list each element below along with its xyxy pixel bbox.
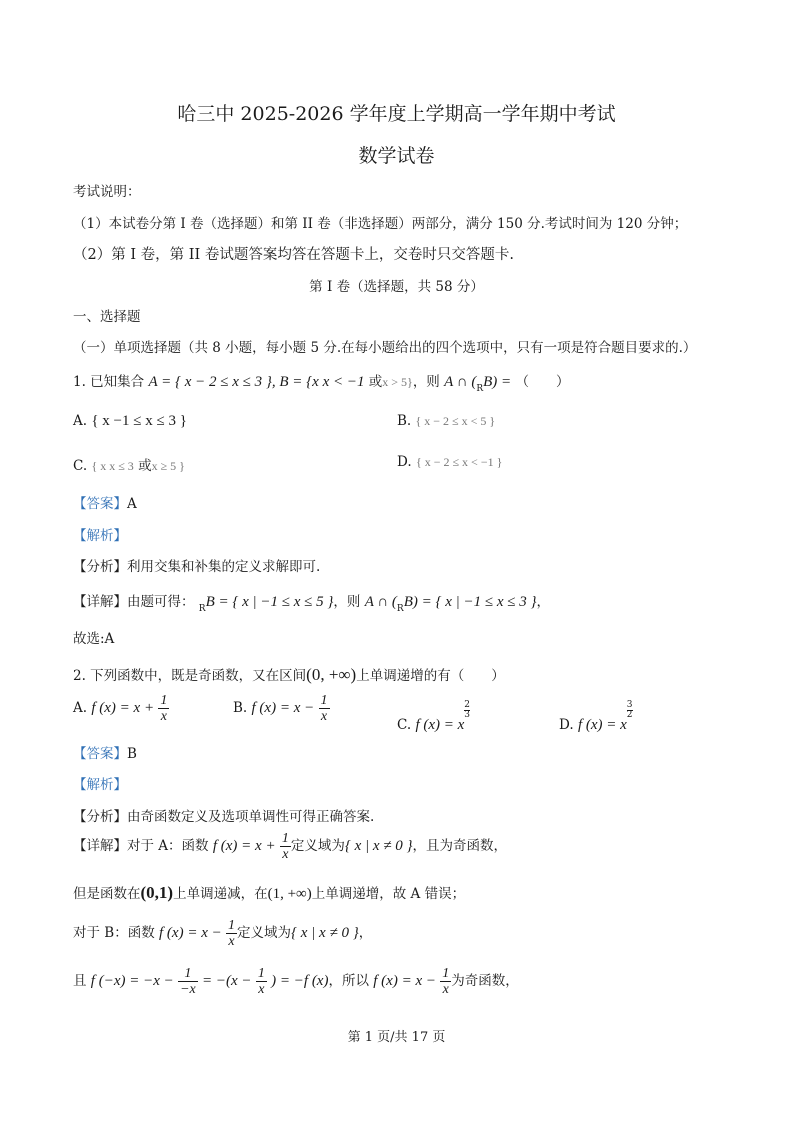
q2-d4-expr-4: f (x) = x − [373, 973, 436, 989]
q2-option-a-label: A. [73, 700, 88, 716]
q2-d1-frac [280, 831, 291, 862]
q2-option-b-frac-den: x [320, 709, 328, 724]
q1-option-a [73, 413, 187, 430]
q1-option-a-label: A. [73, 413, 88, 429]
section-title: 第 I 卷（选择题，共 58 分） [309, 279, 484, 295]
q1-set-b: , B = {x x < −1 [271, 374, 365, 390]
q1-detail-end: ， [536, 594, 551, 610]
instructions-item-2: （2）第 I 卷，第 II 卷试题答案均答在答题卡上，交卷时只交答题卡. [73, 247, 514, 263]
q2-d4-mid: ，所以 [328, 973, 369, 989]
q2-d4-frac-2-den: x [258, 982, 265, 997]
q2-d4-end: 为奇函数， [451, 973, 519, 989]
section-part: 一、选择题 [73, 309, 141, 325]
q2-option-a [73, 693, 169, 724]
q2-fenxi-tag: 【分析】 [73, 809, 127, 825]
q2-answer-value: B [127, 746, 137, 762]
q2-d4-frac-3 [440, 966, 451, 997]
q2-interval: (0, +∞) [306, 665, 357, 684]
q2-option-a-frac [158, 693, 169, 724]
q2-option-c [397, 701, 470, 734]
q1-detail-sub-2: R [396, 604, 404, 614]
q2-d2-end: 上单调递增，故 A 错误； [311, 886, 466, 902]
instructions-item-1: （1）本试卷分第 I 卷（选择题）和第 II 卷（非选择题）两部分，满分 150 分.考试时间为 120 分钟； [73, 216, 688, 232]
q1-fenxi-tag: 【分析】 [73, 559, 127, 575]
exam-title: 哈三中 2025-2026 学年度上学期高一学年期中考试 [177, 103, 616, 125]
q1-stem [73, 370, 569, 394]
q2-detail-tag: 【详解】 [73, 838, 127, 854]
q2-answer [73, 742, 137, 762]
q2-d2-prefix: 但是函数在 [73, 886, 141, 902]
q1-fenxi [73, 555, 320, 575]
q1-option-d-text: { x − 2 ≤ x < −1 } [415, 455, 503, 469]
q2-d4-frac-2-num: 1 [257, 966, 265, 981]
instructions-heading: 考试说明： [73, 184, 141, 200]
q2-d4-expr-2: = −(x − [202, 973, 252, 989]
q1-option-d-label: D. [397, 454, 412, 470]
q2-option-b-label: B. [233, 700, 248, 716]
section-sub: （一）单项选择题（共 8 小题，每小题 5 分.在每小题给出的四个选项中，只有一项是符合题目要求的.） [73, 340, 697, 356]
q2-analysis-tag: 【解析】 [73, 777, 127, 793]
q2-detail-line-4 [73, 966, 519, 997]
q2-d4-prefix: 且 [73, 973, 87, 989]
q2-option-d [559, 701, 633, 734]
q2-option-b-frac [319, 693, 330, 724]
q2-d3-prefix: 对于 B：函数 [73, 925, 155, 941]
q2-option-b [233, 693, 330, 724]
q1-conclusion: 故选:A [73, 631, 115, 647]
q2-option-c-exp-den: 3 [464, 710, 471, 720]
q2-option-b-frac-num: 1 [320, 693, 328, 708]
q2-detail-line-3 [73, 918, 372, 949]
q1-detail-expr-1: B = { x | −1 ≤ x ≤ 5 } [205, 594, 334, 610]
q1-detail-expr-2a: A ∩ ( [364, 594, 397, 610]
q2-d1-domain: { x | x ≠ 0 } [344, 838, 413, 854]
q1-fenxi-text: 利用交集和补集的定义求解即可. [127, 559, 321, 575]
exam-subtitle: 数学试卷 [358, 145, 435, 167]
q1-stem-prefix: 1. 已知集合 [73, 374, 145, 390]
q2-d1-mid: 定义域为 [290, 838, 345, 854]
q1-analysis-tag: 【解析】 [73, 528, 127, 544]
q2-stem-suffix: 上单调递增的有（ ） [356, 668, 505, 684]
q2-option-d-exp [627, 701, 633, 720]
q1-option-b-text: { x − 2 ≤ x < 5 } [415, 414, 496, 428]
q2-stem-prefix: 2. 下列函数中，既是奇函数，又在区间 [73, 668, 307, 684]
q1-detail-expr-2b: B) = { x | −1 ≤ x ≤ 3 } [403, 594, 537, 610]
q1-answer [73, 492, 137, 512]
q2-d3-mid: 定义域为 [237, 925, 292, 941]
q1-detail-mid: ，则 [333, 594, 361, 610]
q1-paren: （ ） [515, 374, 570, 390]
q2-d4-frac-1 [178, 966, 198, 997]
q2-option-c-exp [464, 701, 470, 720]
q2-fenxi-text: 由奇函数定义及选项单调性可得正确答案. [127, 809, 375, 825]
q1-option-c [73, 454, 185, 474]
q2-option-d-exp-num: 3 [626, 700, 633, 710]
q1-option-c-text-a: { x x ≤ 3 [91, 459, 134, 473]
q2-option-a-frac-num: 1 [160, 693, 168, 708]
q2-detail-line-2 [73, 882, 465, 903]
q1-set-b-tail: x > 5} [382, 375, 413, 389]
q2-answer-tag: 【答案】 [73, 746, 127, 762]
q1-option-d [397, 454, 502, 470]
q2-d4-frac-1-num: 1 [178, 966, 198, 982]
q2-option-a-lhs: f (x) = x + [91, 700, 155, 716]
q2-d1-frac-num: 1 [281, 831, 289, 846]
q2-detail-line-1 [73, 831, 507, 862]
q1-ask-tail: B) = [483, 374, 512, 390]
q1-set-a: A = { x − 2 ≤ x ≤ 3 } [148, 374, 272, 390]
q2-stem [73, 664, 505, 685]
q1-answer-value: A [127, 496, 137, 512]
page-footer: 第 1 页/共 17 页 [347, 1030, 446, 1045]
q2-d4-frac-3-den: x [442, 982, 449, 997]
q1-detail-sub: R [198, 604, 206, 614]
q2-d2-interval-2: (1, +∞) [267, 886, 312, 902]
q1-option-b [397, 413, 495, 429]
q2-d2-interval-1: (0,1) [140, 883, 174, 902]
q1-option-c-text-b: x ≥ 5 } [151, 459, 185, 473]
q2-d3-frac-num: 1 [228, 918, 236, 933]
q1-ask-prefix: ，则 [412, 374, 440, 390]
q2-d3-domain: { x | x ≠ 0 } [291, 925, 359, 941]
q2-d2-mid: 上单调递减，在 [173, 886, 268, 902]
q2-d1-prefix: 对于 A：函数 [127, 838, 209, 854]
q1-ask-expr: A ∩ ( [444, 374, 477, 390]
q2-d1-expr: f (x) = x + [212, 838, 276, 854]
q1-option-c-label: C. [73, 458, 88, 474]
q2-d4-frac-1-den: −x [180, 982, 196, 997]
q2-option-c-label: C. [397, 717, 412, 733]
q2-option-d-exp-den: 2 [626, 710, 633, 720]
q1-ask-sub: R [476, 384, 484, 394]
q2-fenxi [73, 805, 374, 825]
q2-option-b-lhs: f (x) = x − [251, 700, 315, 716]
q1-detail [73, 590, 550, 614]
q2-option-c-exp-num: 2 [464, 700, 471, 710]
q2-d1-frac-den: x [282, 847, 289, 862]
q2-d1-end: ，且为奇函数， [412, 838, 508, 854]
q2-d4-expr-3: ) = −f (x) [271, 973, 329, 989]
q2-d3-frac [226, 918, 237, 949]
q1-option-b-label: B. [397, 413, 412, 429]
q2-d4-frac-2 [256, 966, 267, 997]
q2-d3-frac-den: x [228, 934, 235, 949]
q2-d3-expr: f (x) = x − [159, 925, 222, 941]
q2-option-d-lhs: f (x) = x [577, 717, 627, 733]
q1-detail-tag: 【详解】 [73, 594, 127, 610]
q2-d4-frac-3-num: 1 [442, 966, 450, 981]
q2-d3-end: ， [358, 925, 373, 941]
q1-or: 或 [368, 374, 383, 390]
q1-option-a-text: { x −1 ≤ x ≤ 3 } [91, 413, 187, 429]
q2-option-d-label: D. [559, 717, 574, 733]
q1-detail-prefix: 由题可得： [127, 594, 195, 610]
q2-d4-expr-1: f (−x) = −x − [90, 973, 174, 989]
q1-answer-tag: 【答案】 [73, 496, 127, 512]
q2-option-c-lhs: f (x) = x [415, 717, 465, 733]
q2-option-a-frac-den: x [160, 709, 167, 724]
q1-option-c-or: 或 [138, 458, 152, 474]
